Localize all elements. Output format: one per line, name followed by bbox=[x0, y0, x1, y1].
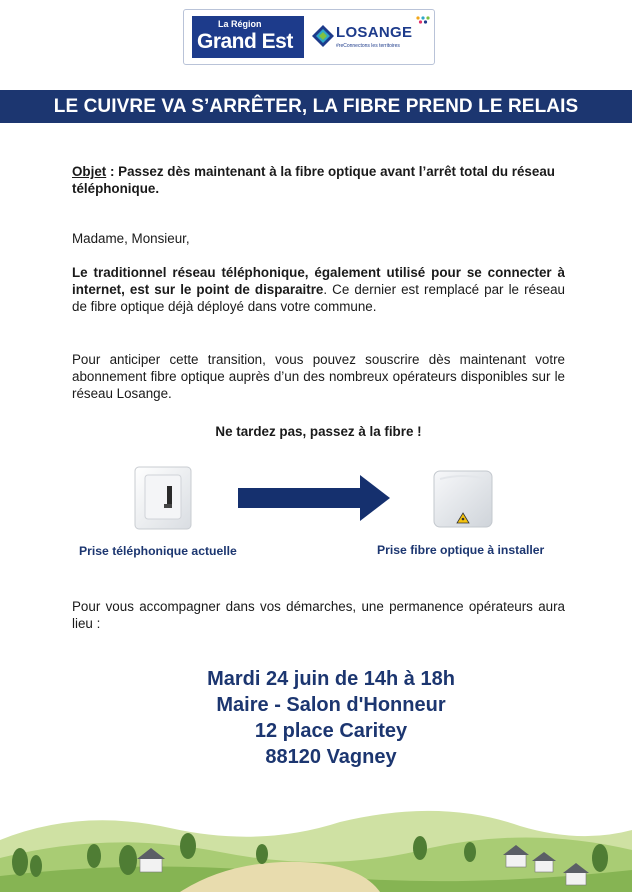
telephone-socket-icon bbox=[134, 466, 192, 530]
callout: Ne tardez pas, passez à la fibre ! bbox=[215, 424, 422, 439]
losange-diamond-icon bbox=[312, 25, 334, 47]
banner-title: LE CUIVRE VA S’ARRÊTER, LA FIBRE PREND LE RELAIS bbox=[53, 95, 579, 117]
grand-est-logo bbox=[192, 16, 304, 58]
title-banner bbox=[0, 90, 632, 123]
losange-tagline: #reConnectons les territoires bbox=[336, 43, 400, 49]
subject-text: : Passez dès maintenant à la fibre optique avant l’arrêt total du réseau téléphonique. bbox=[72, 164, 555, 196]
paragraph-2: Pour anticiper cette transition, vous pouvez souscrire dès maintenant votre abonnement fibre optique auprès d’un des nombreux opérateurs disponibles sur le réseau Losange. bbox=[72, 352, 565, 401]
event-city: 88120 Vagney bbox=[265, 746, 397, 768]
right-arrow-icon bbox=[238, 475, 390, 521]
landscape-illustration bbox=[0, 800, 632, 892]
paragraph-1-rest: . Ce dernier est remplacé par le réseau de fibre optique déjà déployé dans votre commune. bbox=[72, 282, 566, 314]
colored-dots-icon bbox=[416, 16, 432, 24]
region-name: Grand Est bbox=[197, 30, 293, 53]
event-date: Mardi 24 juin de 14h à 18h bbox=[207, 668, 455, 690]
region-small-label: La Région bbox=[218, 19, 262, 29]
salutation: Madame, Monsieur, bbox=[72, 231, 190, 246]
letter-subject bbox=[72, 163, 565, 197]
header-logo bbox=[183, 9, 435, 65]
fiber-socket-icon bbox=[432, 469, 494, 529]
event-venue: Maire - Salon d'Honneur bbox=[216, 694, 446, 716]
paragraph-3: Pour vous accompagner dans vos démarches, une permanence opérateurs aura lieu : bbox=[72, 599, 565, 631]
losange-name: LOSANGE bbox=[336, 24, 413, 41]
paragraph-1 bbox=[72, 264, 565, 315]
caption-current-socket: Prise téléphonique actuelle bbox=[79, 544, 237, 558]
subject-label: Objet bbox=[72, 164, 107, 179]
event-street: 12 place Caritey bbox=[254, 720, 408, 742]
caption-fiber-socket: Prise fibre optique à installer bbox=[377, 543, 545, 557]
paragraph-1-bold: Le traditionnel réseau téléphonique, également utilisé pour se connecter à internet, est sur le point de disparaitre bbox=[72, 265, 565, 297]
